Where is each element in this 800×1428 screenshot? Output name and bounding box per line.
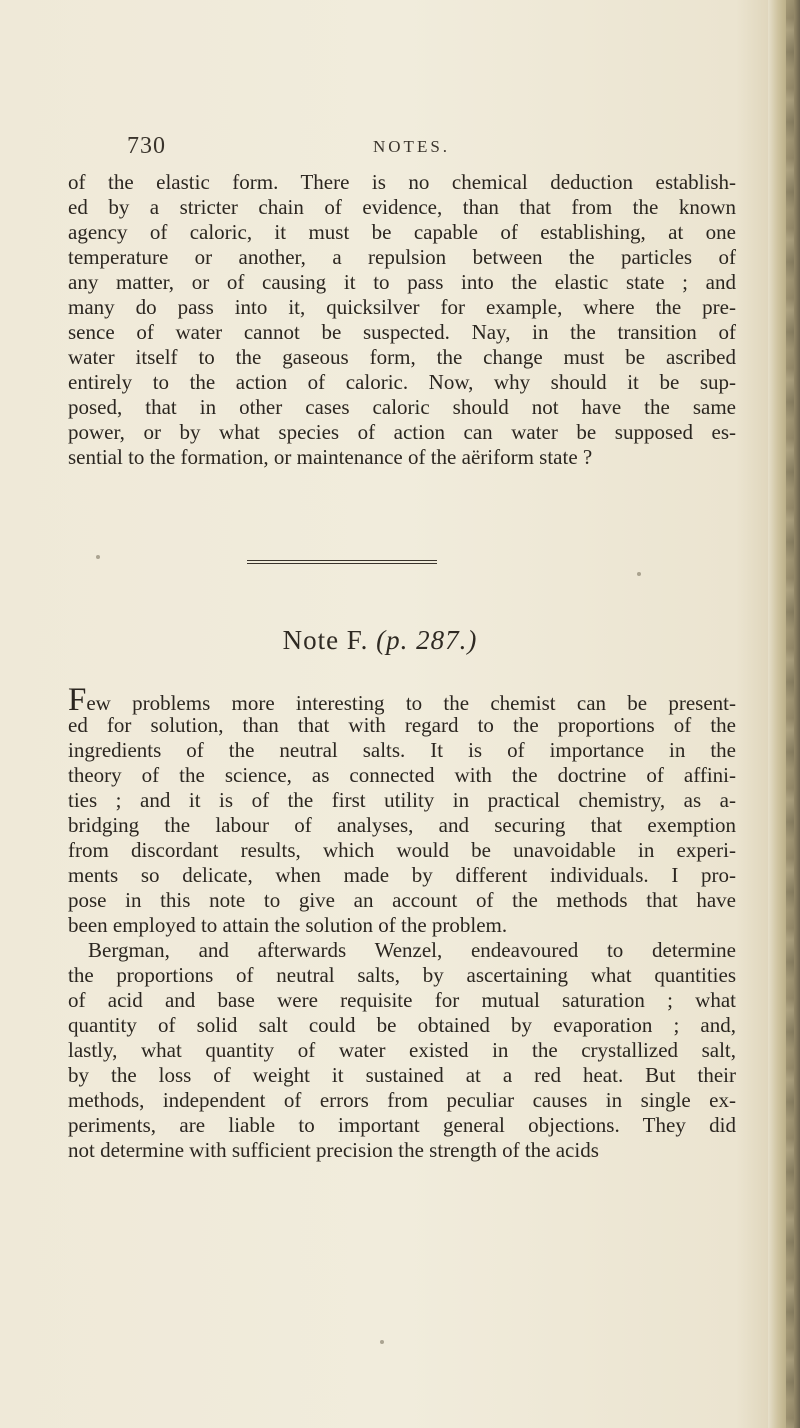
note-heading-label: Note F. xyxy=(282,625,369,655)
paper-speck xyxy=(96,555,100,559)
text-line: water itself to the gaseous form, the change must be ascribed xyxy=(68,345,736,369)
note-body xyxy=(68,682,736,1163)
text-line: periments, are liable to important general objections. They did xyxy=(68,1113,736,1137)
running-head xyxy=(127,133,647,161)
text-line: from discordant results, which would be unavoidable in experi- xyxy=(68,838,736,862)
drop-cap: F xyxy=(68,682,87,718)
paper-speck xyxy=(637,572,641,576)
binding-shadow-strip xyxy=(786,0,794,1428)
text-line: posed, that in other cases caloric should not have the same xyxy=(68,395,736,419)
continued-paragraph xyxy=(68,170,736,470)
note-heading-reference: (p. 287.) xyxy=(376,625,478,655)
text-line: temperature or another, a repulsion between the particles of xyxy=(68,245,736,269)
text-line: pose in this note to give an account of the methods that have xyxy=(68,888,736,912)
page-number: 730 xyxy=(127,133,166,159)
text-line: methods, independent of errors from peculiar causes in single ex- xyxy=(68,1088,736,1112)
text-line: sential to the formation, or maintenance of the aëriform state ? xyxy=(68,445,593,469)
text-line: Bergman, and afterwards Wenzel, endeavoured to determine xyxy=(88,938,736,962)
book-binding-edge xyxy=(768,0,800,1428)
first-line-text: ew problems more interesting to the chemist can be present- xyxy=(86,691,736,715)
text-line: ments so delicate, when made by different individuals. I pro- xyxy=(68,863,736,887)
section-divider-rule xyxy=(247,560,437,564)
text-line: quantity of solid salt could be obtained by evaporation ; and, xyxy=(68,1013,736,1037)
text-line: theory of the science, as connected with the doctrine of affini- xyxy=(68,763,736,787)
text-line: ed by a stricter chain of evidence, than that from the known xyxy=(68,195,736,219)
text-line: by the loss of weight it sustained at a red heat. But their xyxy=(68,1063,736,1087)
text-line: many do pass into it, quicksilver for example, where the pre- xyxy=(68,295,736,319)
text-line: ties ; and it is of the first utility in practical chemistry, as a- xyxy=(68,788,736,812)
text-line: ed for solution, than that with regard to the proportions of the xyxy=(68,713,736,737)
paper-speck xyxy=(380,1340,384,1344)
text-line: not determine with sufficient precision the strength of the acids xyxy=(68,1138,599,1162)
text-line: ingredients of the neutral salts. It is of importance in the xyxy=(68,738,736,762)
text-line: power, or by what species of action can water be supposed es- xyxy=(68,420,736,444)
text-line: been employed to attain the solution of the problem. xyxy=(68,913,508,937)
text-line: of the elastic form. There is no chemical deduction establish- xyxy=(68,170,736,194)
text-line: sence of water cannot be suspected. Nay, in the transition of xyxy=(68,320,736,344)
running-head-title: NOTES. xyxy=(373,137,451,156)
text-line: any matter, or of causing it to pass into the elastic state ; and xyxy=(68,270,736,294)
note-heading xyxy=(0,625,760,656)
text-line: of acid and base were requisite for mutual saturation ; what xyxy=(68,988,736,1012)
text-line: entirely to the action of caloric. Now, why should it be sup- xyxy=(68,370,736,394)
text-line: agency of caloric, it must be capable of establishing, at one xyxy=(68,220,736,244)
text-line: lastly, what quantity of water existed in the crystallized salt, xyxy=(68,1038,736,1062)
text-line: bridging the labour of analyses, and securing that exemption xyxy=(68,813,736,837)
text-line: the proportions of neutral salts, by ascertaining what quantities xyxy=(68,963,736,987)
note-first-line xyxy=(68,682,736,718)
